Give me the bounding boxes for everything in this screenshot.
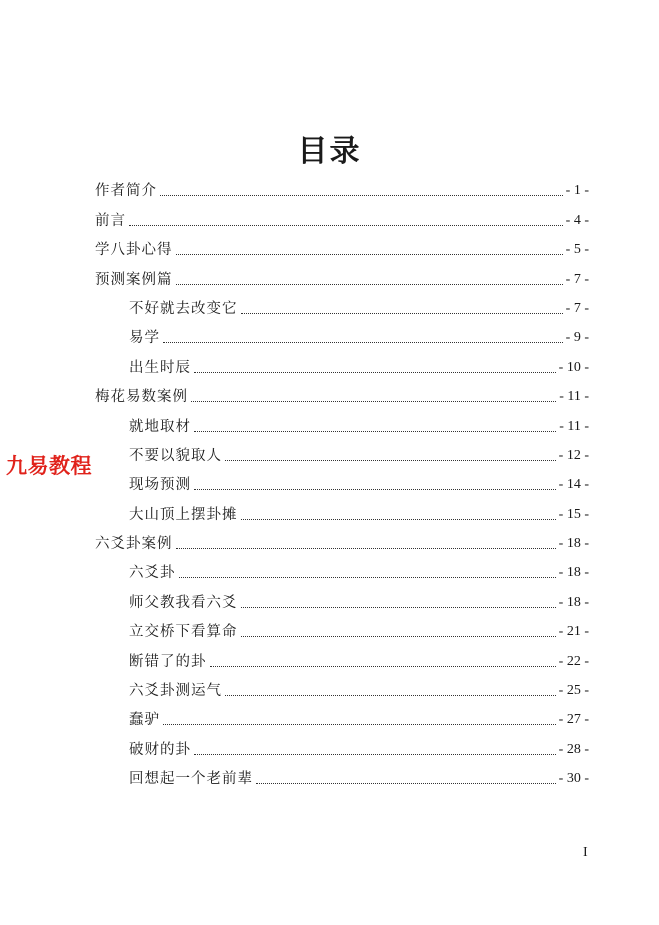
toc-entry[interactable] [95, 583, 589, 612]
toc-entry-label: 现场预测 [129, 477, 191, 494]
dot-leader [160, 195, 563, 196]
toc-entry-label: 蠢驴 [129, 712, 160, 729]
dot-leader [194, 431, 556, 432]
toc-entry[interactable] [95, 231, 589, 260]
toc-entry-label: 立交桥下看算命 [129, 624, 238, 641]
toc-entry-label: 大山顶上摆卦摊 [129, 506, 238, 523]
toc-entry[interactable] [95, 730, 589, 759]
toc-entry-page: - 18 - [558, 594, 589, 610]
dot-leader [256, 783, 556, 784]
dot-leader [191, 401, 556, 402]
toc-entry[interactable] [95, 466, 589, 495]
dot-leader [163, 724, 556, 725]
toc-entry[interactable] [95, 378, 589, 407]
toc-entry-page: - 4 - [565, 212, 589, 228]
page-title: 目录 [297, 134, 362, 169]
toc-entry-label: 破财的卦 [129, 741, 191, 758]
toc-entry-label: 六爻卦案例 [95, 536, 173, 553]
dot-leader [210, 666, 556, 667]
toc-entry-page: - 5 - [565, 242, 589, 258]
toc-entry-page: - 7 - [565, 271, 589, 287]
toc-entry-label: 不好就去改变它 [129, 300, 238, 317]
watermark: 九易教程 [6, 454, 92, 478]
dot-leader [163, 342, 563, 343]
toc-entry-label: 学八卦心得 [95, 242, 173, 259]
dot-leader [225, 460, 556, 461]
toc-entry-page: - 18 - [558, 565, 589, 581]
dot-leader [241, 636, 556, 637]
toc-entry-page: - 1 - [565, 183, 589, 199]
toc-entry[interactable] [95, 672, 589, 701]
toc-entry-label: 六爻卦测运气 [129, 683, 222, 700]
toc-entry[interactable] [95, 319, 589, 348]
toc-entry-label: 回想起一个老前辈 [129, 771, 253, 788]
dot-leader [176, 254, 563, 255]
toc-entry-page: - 27 - [558, 712, 589, 728]
toc-entry[interactable] [95, 407, 589, 436]
toc-entry-page: - 18 - [558, 536, 589, 552]
toc-entry-page: - 28 - [558, 741, 589, 757]
toc-entry-label: 作者简介 [95, 183, 157, 200]
toc-entry[interactable] [95, 172, 589, 201]
toc-entry-page: - 21 - [558, 624, 589, 640]
dot-leader [129, 225, 563, 226]
toc-entry-page: - 7 - [565, 300, 589, 316]
toc-entry-label: 就地取材 [129, 418, 191, 435]
toc-entry[interactable] [95, 201, 589, 230]
dot-leader [176, 284, 563, 285]
toc-entry-label: 易学 [129, 330, 160, 347]
toc-entry-label: 出生时辰 [129, 359, 191, 376]
toc-entry-page: - 14 - [558, 477, 589, 493]
toc-entry[interactable] [95, 554, 589, 583]
toc-entry-label: 不要以貌取人 [129, 447, 222, 464]
toc-entry[interactable] [95, 290, 589, 319]
dot-leader [176, 548, 556, 549]
toc-entry-page: - 11 - [559, 418, 589, 434]
toc-entry[interactable] [95, 348, 589, 377]
toc-entry[interactable] [95, 495, 589, 524]
toc-entry[interactable] [95, 260, 589, 289]
dot-leader [241, 313, 563, 314]
toc-entry[interactable] [95, 525, 589, 554]
toc-entry[interactable] [95, 613, 589, 642]
page-number: I [583, 845, 588, 860]
toc-entry-label: 断错了的卦 [129, 653, 207, 670]
dot-leader [179, 577, 556, 578]
dot-leader [241, 607, 556, 608]
toc-entry-label: 师父教我看六爻 [129, 594, 238, 611]
toc-entry-page: - 25 - [558, 683, 589, 699]
table-of-contents [95, 172, 589, 789]
dot-leader [241, 519, 556, 520]
dot-leader [225, 695, 556, 696]
toc-entry-page: - 11 - [559, 389, 589, 405]
toc-entry-label: 预测案例篇 [95, 271, 173, 288]
toc-entry[interactable] [95, 760, 589, 789]
toc-entry-page: - 15 - [558, 506, 589, 522]
toc-entry-page: - 10 - [558, 359, 589, 375]
toc-entry-page: - 30 - [558, 771, 589, 787]
toc-entry-page: - 9 - [565, 330, 589, 346]
toc-entry-label: 六爻卦 [129, 565, 176, 582]
dot-leader [194, 372, 556, 373]
toc-entry[interactable] [95, 437, 589, 466]
dot-leader [194, 489, 556, 490]
toc-entry-page: - 12 - [558, 447, 589, 463]
dot-leader [194, 754, 556, 755]
toc-entry-label: 梅花易数案例 [95, 389, 188, 406]
toc-entry[interactable] [95, 642, 589, 671]
toc-entry-page: - 22 - [558, 653, 589, 669]
toc-entry[interactable] [95, 701, 589, 730]
toc-entry-label: 前言 [95, 212, 126, 229]
